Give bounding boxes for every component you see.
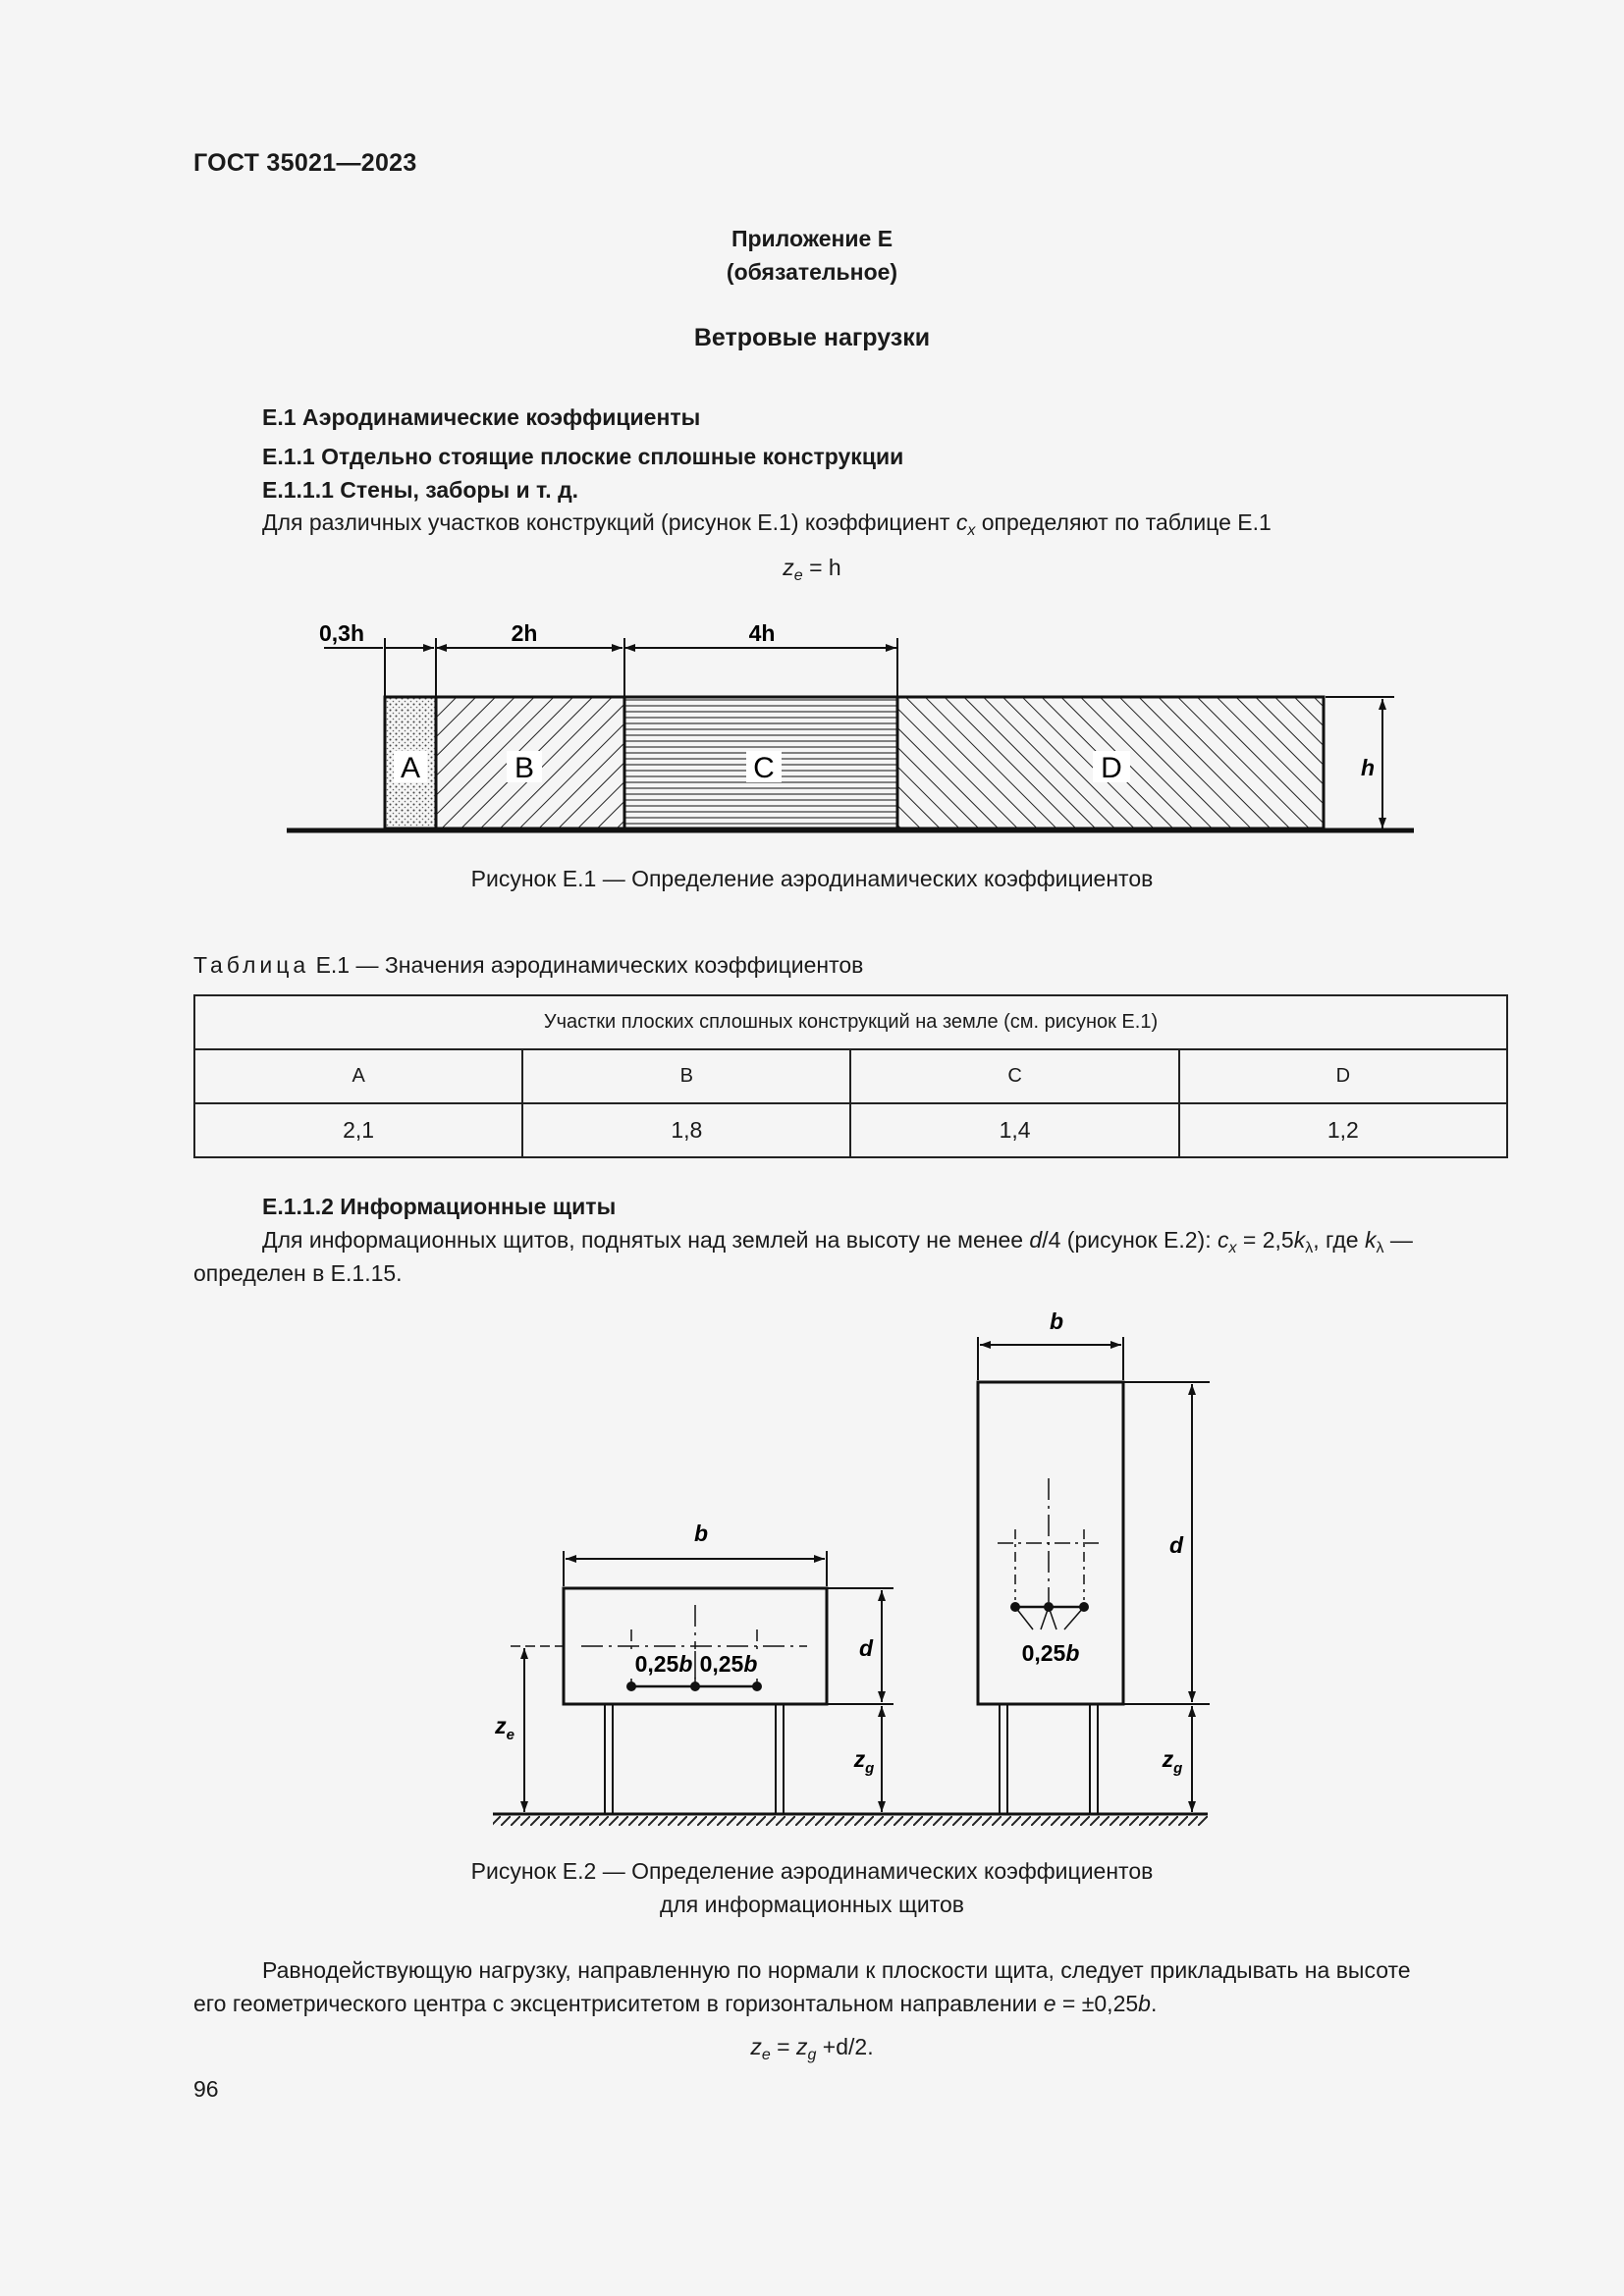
table-value-c: 1,4 bbox=[850, 1103, 1178, 1157]
svg-text:d: d bbox=[1168, 1532, 1184, 1558]
zone-label-d: D bbox=[1101, 752, 1122, 784]
annex-subject: Ветровые нагрузки bbox=[693, 324, 931, 351]
table-value-b: 1,8 bbox=[522, 1103, 850, 1157]
svg-text:b: b bbox=[693, 1521, 709, 1546]
svg-text:0,25b: 0,25b bbox=[1021, 1640, 1080, 1666]
table-column-d: D bbox=[1179, 1049, 1507, 1103]
annex-status: (обязательное) bbox=[726, 259, 898, 285]
zone-label-a: A bbox=[400, 752, 421, 784]
annex-title: Приложение Е bbox=[731, 226, 893, 251]
table-value-a: 2,1 bbox=[194, 1103, 522, 1157]
coefficients-table bbox=[193, 994, 1508, 1158]
figure-e2-caption-line1: Рисунок Е.2 — Определение аэродинамических коэффициентов bbox=[470, 1858, 1154, 1884]
svg-text:0,25b: 0,25b bbox=[634, 1651, 693, 1677]
subsection-heading: Е.1.1 Отдельно стоящие плоские сплошные конструкции bbox=[262, 444, 904, 469]
figure-e2-caption-line2: для информационных щитов bbox=[659, 1892, 965, 1917]
formula-ze-zg: $z_e = z_g +d/2$. bbox=[750, 2034, 874, 2063]
figure-e2 bbox=[0, 1306, 1624, 1836]
subsection-heading-boards: Е.1.1.2 Информационные щиты bbox=[262, 1194, 617, 1219]
table-column-c: C bbox=[850, 1049, 1178, 1103]
dim-label-4h: 4h bbox=[748, 620, 776, 646]
table-column-a: A bbox=[194, 1049, 522, 1103]
svg-text:b: b bbox=[1049, 1308, 1064, 1334]
formula-ze-h: $z_e = h$ bbox=[783, 555, 841, 584]
board-vertical bbox=[978, 1308, 1210, 1814]
table-caption: Таблица Е.1 — Значения аэродинамических коэффициентов bbox=[193, 952, 864, 978]
table-header: Участки плоских сплошных конструкций на земле (см. рисунок Е.1) bbox=[194, 995, 1507, 1049]
document-header: ГОСТ 35021—2023 bbox=[193, 149, 417, 177]
paragraph-resultant-load: Равнодействующую нагрузку, направленную по нормали к плоскости щита, следует прикладывать на высоте его геометрического центра с эксцентриситетом в горизонтальном направлении e = ±0,25b. bbox=[193, 1957, 1411, 2016]
dim-label-03h: 0,3h bbox=[318, 620, 365, 646]
ground-hatch bbox=[493, 1816, 1208, 1826]
zone-label-c: C bbox=[753, 752, 775, 784]
paragraph-e111: Для различных участков конструкций (рисунок Е.1) коэффициент $c_x$ определяют по таблице Е.1 bbox=[262, 509, 1272, 539]
table-column-b: B bbox=[522, 1049, 850, 1103]
dim-label-2h: 2h bbox=[511, 620, 538, 646]
svg-text:zg: $z_g$ bbox=[853, 1746, 875, 1777]
figure-e1 bbox=[0, 609, 1624, 844]
section-heading: Е.1 Аэродинамические коэффициенты bbox=[262, 404, 701, 430]
board-horizontal bbox=[494, 1521, 893, 1814]
zone-label-b: B bbox=[514, 752, 535, 784]
svg-text:0,25b: 0,25b bbox=[699, 1651, 758, 1677]
table-value-d: 1,2 bbox=[1179, 1103, 1507, 1157]
subsubsection-heading: Е.1.1.1 Стены, заборы и т. д. bbox=[262, 477, 579, 503]
page-number: 96 bbox=[193, 2076, 219, 2102]
dim-label-h: h bbox=[1360, 755, 1376, 780]
svg-text:d: d bbox=[858, 1635, 874, 1661]
paragraph-boards: Для информационных щитов, поднятых над землей на высоту не менее d/4 (рисунок Е.2): $c_x = 2,5k_\lambda$, где $k_\lambda$ — определен в Е.1.15. bbox=[193, 1227, 1413, 1286]
svg-text:zg: $z_g$ bbox=[1162, 1746, 1183, 1777]
figure-e1-caption: Рисунок Е.1 — Определение аэродинамических коэффициентов bbox=[470, 866, 1154, 891]
svg-text:ze: $z_e$ bbox=[495, 1713, 514, 1743]
